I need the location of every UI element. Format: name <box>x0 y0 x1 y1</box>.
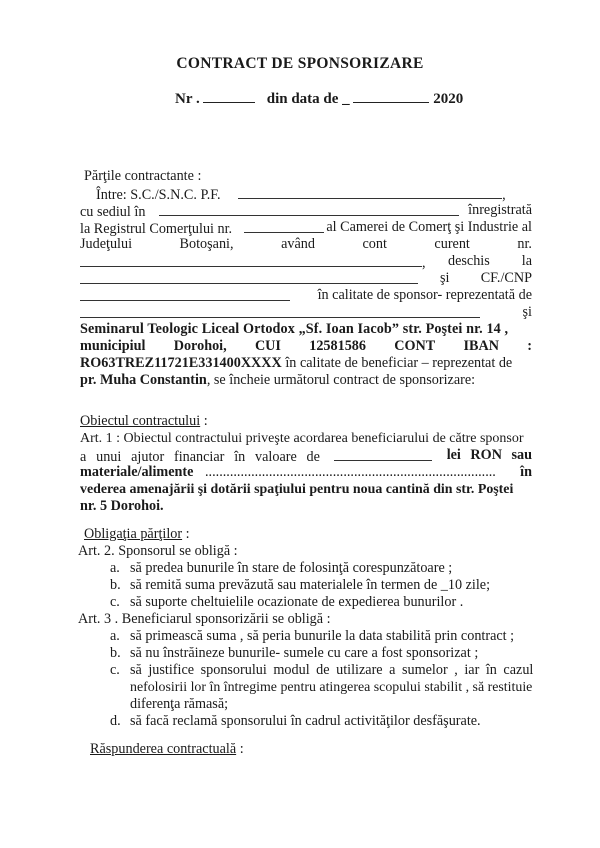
account-number-blank[interactable] <box>80 253 422 267</box>
art1-line-2: a unui ajutor financiar în valoare de lei RON sau <box>80 447 532 465</box>
materials-line: materiale/alimente .................................................................................. în <box>80 464 532 480</box>
registry-number-blank[interactable] <box>244 219 324 233</box>
purpose-line-1: vederea amenajării şi dotării spaţiului pentru noua cantină din str. Poştei <box>80 482 514 497</box>
company-name-blank[interactable] <box>238 185 502 199</box>
date-label: din data de _ <box>266 91 350 107</box>
beneficiary-line-3: RO63TREZ11721E331400XXXX în calitate de beneficiar – reprezentat de <box>80 355 513 371</box>
art3-item-c: c. să justifice sponsorului modul de utilizare a sumelor , iar în cazul <box>110 662 534 678</box>
document-title: CONTRACT DE SPONSORIZARE <box>176 55 424 72</box>
art1-line-1: Art. 1 : Obiectul contractului priveşte acordarea beneficiarului de către sponsor <box>80 431 524 446</box>
seat-blank[interactable] <box>159 202 459 216</box>
account-line: , deschis la <box>80 253 532 272</box>
art2-item-c: c. să suporte cheltuielile ocazionate de expedierea bunurilor . <box>110 594 464 610</box>
number-label: Nr . <box>175 91 200 107</box>
representative-line: şi <box>80 304 532 323</box>
parties-intro-line: Între: S.C./S.N.C. P.F. , <box>96 187 506 203</box>
materials-dots[interactable]: .................................................................................. <box>205 464 496 480</box>
sponsor-role-line: în calitate de sponsor- reprezentată de <box>80 287 532 306</box>
beneficiary-line-4: pr. Muha Constantin, se încheie următorul contract de sponsorizare: <box>80 372 476 388</box>
registry-line: la Registrul Comerţului nr. al Camerei de Comerţ şi Industrie al <box>80 219 532 237</box>
beneficiary-line-2: municipiul Dorohoi, CUI 12581586 CONT IBAN : <box>80 338 532 354</box>
art3-item-d: d. să facă reclamă sponsorului în cadrul activităţilor desfăşurate. <box>110 713 481 729</box>
iban: RO63TREZ11721E331400XXXX <box>80 355 282 371</box>
art3-item-b: b. să nu înstrăineze bunurile- sumele cu care a fost sponsorizat ; <box>110 645 479 661</box>
obligations-heading: Obligaţia părţilor : <box>84 526 190 542</box>
year: 2020 <box>433 91 464 107</box>
art3-title: Art. 3 . Beneficiarul sponsorizării se obligă : <box>78 611 331 627</box>
purpose-line-2: nr. 5 Dorohoi. <box>80 498 164 514</box>
number-blank[interactable] <box>203 90 255 103</box>
object-heading: Obiectul contractului : <box>80 413 208 429</box>
beneficiary-line-1: Seminarul Teologic Liceal Ortodox „Sf. Ioan Iacob” str. Poştei nr. 14 , <box>80 321 509 337</box>
amount-blank[interactable] <box>334 447 432 461</box>
art2-item-a: a. să predea bunurile în stare de folosinţă corespunzătoare ; <box>110 560 453 576</box>
county-line: Judeţului Botoşani, având cont curent nr. <box>80 236 532 252</box>
art2-title: Art. 2. Sponsorul se obligă : <box>78 543 238 559</box>
sponsor-representative-blank[interactable] <box>80 304 480 318</box>
currency: lei RON sau <box>446 447 532 463</box>
art3-item-c-cont-2: diferenţa rămasă; <box>130 696 229 712</box>
contract-number-line <box>175 90 463 108</box>
parties-heading: Părţile contractante : <box>84 168 202 184</box>
bank-blank[interactable] <box>80 270 418 284</box>
liability-heading: Răspunderea contractuală : <box>90 741 244 757</box>
art3-item-a: a. să primească suma , să peria bunurile la data stabilită prin contract ; <box>110 628 515 644</box>
bank-line: şi CF./CNP <box>80 270 532 289</box>
representative-name: pr. Muha Constantin <box>80 372 207 388</box>
art3-item-c-cont-1: nefolosirii lor în întregime pentru atingerea scopului stabilit , să restituie <box>130 680 533 695</box>
cf-cnp-blank[interactable] <box>80 287 290 301</box>
art2-item-b: b. să remită suma prevăzută sau materialele în termen de _10 zile; <box>110 577 491 593</box>
seat-line: cu sediul în înregistrată <box>80 202 532 220</box>
date-blank[interactable] <box>353 90 429 103</box>
